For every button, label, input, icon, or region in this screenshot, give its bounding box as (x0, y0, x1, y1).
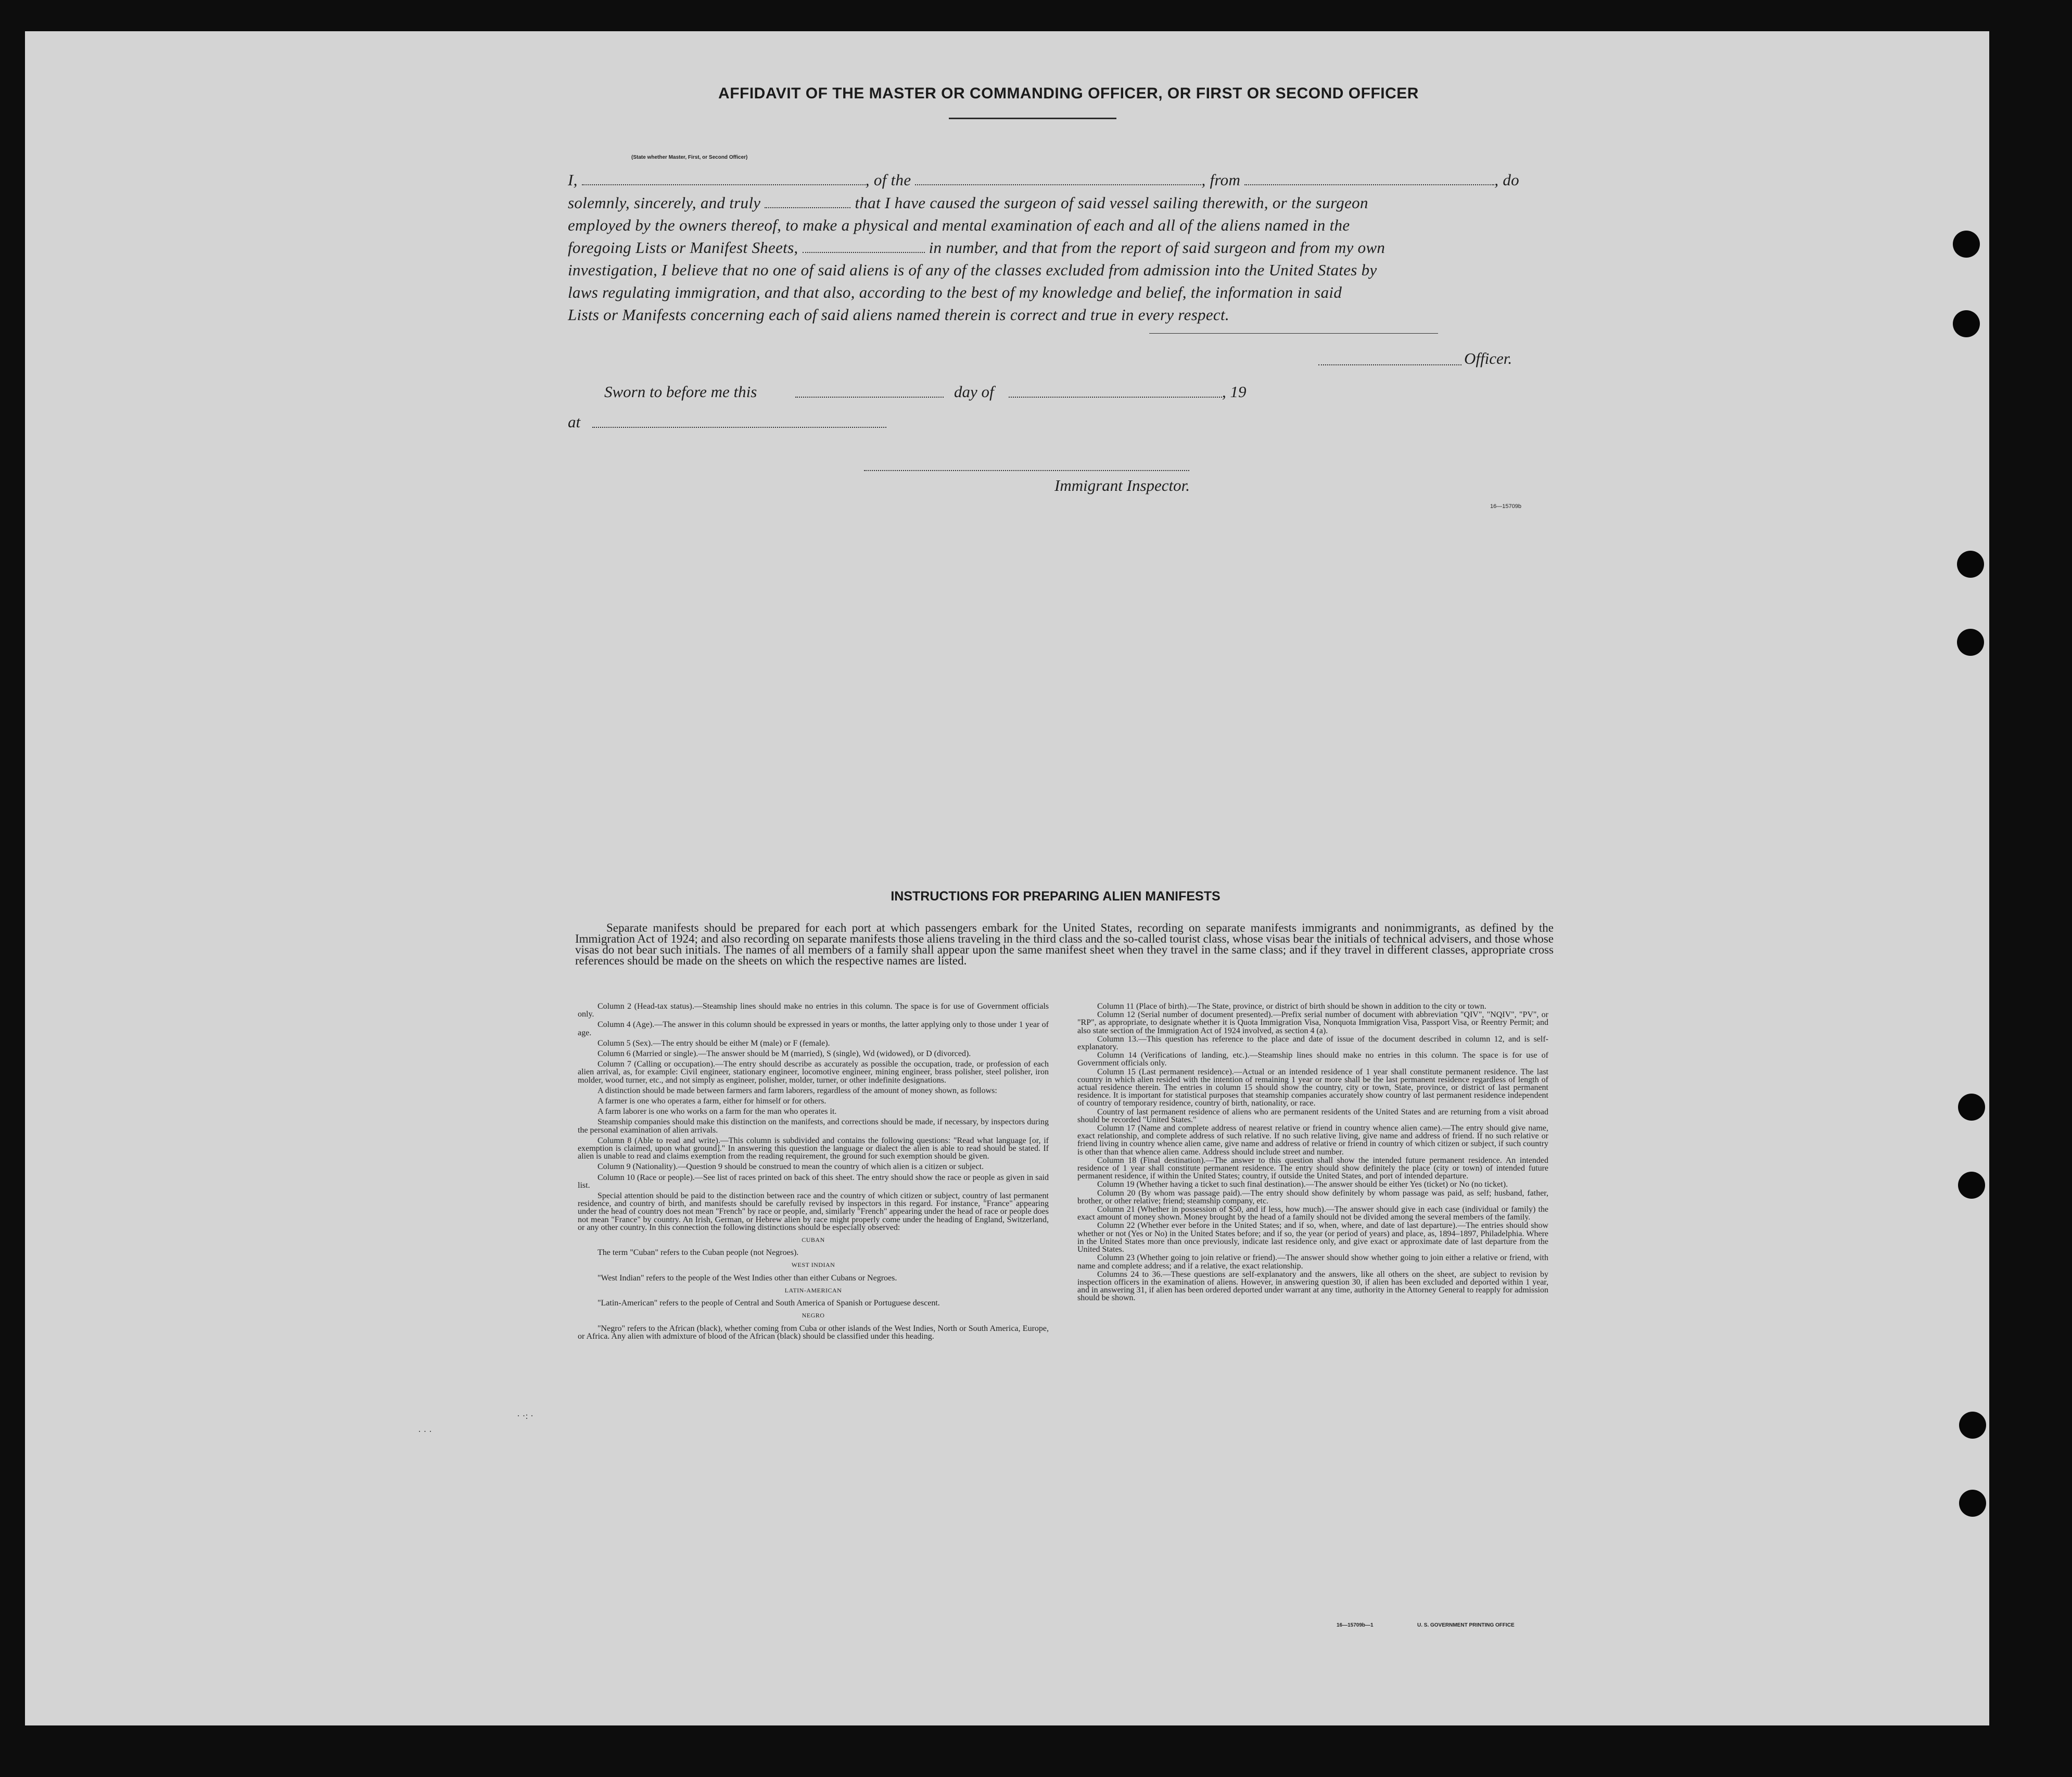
state-whether-note: (State whether Master, First, or Second Officer) (631, 155, 748, 160)
instruction-paragraph: Column 19 (Whether having a ticket to such final destination).—The answer should be either Yes (ticket) or No (no ticket). (1097, 1180, 1508, 1189)
affidavit-line-6: laws regulating immigration, and that also, according to the best of my knowledge and belief, the information in said (568, 283, 1342, 301)
cuban-heading: CUBAN (802, 1236, 825, 1244)
affidavit-line-2: solemnly, sincerely, and truly that I have caused the surgeon of said vessel sailing therewith, or the surgeon (568, 194, 1368, 212)
paper-speck: · ·: · (517, 1411, 533, 1421)
west-indian-heading: WEST INDIAN (791, 1261, 835, 1269)
instruction-paragraph: Column 20 (By whom was passage paid).—The entry should show definitely by whom passage was paid, as self; husband, father, brother, or other relative; friend; steamship company, etc. (1077, 1188, 1548, 1205)
instruction-paragraph: Column 15 (Last permanent residence).—Actual or an intended residence of 1 year shall constitute permanent residence. The last country in which alien resided with the intention of remaining 1 year or more shall be the last permanent residence regardless of length of actual residence therein. The entries in column 15 should show the country, city or town, State, province, or district of last permanent residence. It is important for statistical purposes that steamship companies accurately show country of last permanent residence independent of country of temporary residence, country of birth, nationality, or race. (1077, 1067, 1548, 1108)
affidavit-line-3: employed by the owners thereof, to make a physical and mental examination of each and all of the aliens named in the (568, 216, 1350, 234)
sheet-count-blank[interactable] (803, 240, 925, 253)
binder-hole (1958, 1172, 1985, 1199)
instruction-paragraph: Column 13.—This question has reference to the place and date of issue of the document described in column 12, and is self-explanatory. (1077, 1034, 1548, 1052)
vessel-name-blank[interactable] (915, 173, 1201, 185)
instruction-paragraph: Column 21 (Whether in possession of $50, and if less, how much).—The answer should give in each case (individual or family) the exact amount of money shown. Money brought by the head of a family should not be divided among the several members of the family. (1077, 1205, 1548, 1222)
affidavit-title: AFFIDAVIT OF THE MASTER OR COMMANDING OFFICER, OR FIRST OR SECOND OFFICER (718, 85, 1419, 102)
cuban-definition: The term "Cuban" refers to the Cuban people (not Negroes). (598, 1248, 799, 1258)
instruction-paragraph: Column 5 (Sex).—The entry should be either M (male) or F (female). (598, 1038, 830, 1048)
instruction-paragraph: A distinction should be made between farmers and farm laborers, regardless of the amount of money shown, as follows: (598, 1086, 997, 1095)
negro-definition: "Negro" refers to the African (black), whether coming from Cuba or other islands of the West Indies, North or South America, Europe, or Africa. Any alien with admixture of blood of the African (black) should be classified under this heading. (578, 1324, 1049, 1341)
sworn-day-blank[interactable] (795, 397, 944, 398)
sworn-month-blank[interactable] (1009, 397, 1222, 398)
inspector-signature-line[interactable] (864, 470, 1189, 471)
negro-heading: NEGRO (802, 1312, 825, 1319)
sworn-label: Sworn to before me this (604, 383, 757, 401)
instructions-left-column (578, 1002, 1049, 1343)
footer-form-number: 16—15709b—1 (1337, 1622, 1374, 1628)
officer-name-blank[interactable] (1318, 364, 1461, 365)
binder-hole (1958, 1094, 1985, 1121)
binder-hole (1957, 551, 1984, 578)
form-number: 16—15709b (1490, 503, 1521, 510)
officer-label: Officer. (1464, 349, 1512, 367)
binder-hole (1959, 1490, 1986, 1517)
instruction-paragraph: Column 23 (Whether going to join relative or friend).—The answer should show whether going to join either a relative or friend, with name and complete address; and if a relative, the exact relationship. (1077, 1253, 1548, 1271)
latin-american-definition: "Latin-American" refers to the people of Central and South America of Spanish or Portuguese descent. (598, 1299, 940, 1308)
officer-signature-line[interactable] (1149, 333, 1438, 334)
paper-speck: · · · (418, 1426, 432, 1437)
instruction-paragraph: Column 6 (Married or single).—The answer should be M (married), S (single), Wd (widowed), or D (divorced). (598, 1049, 971, 1059)
affidavit-line-1: I, , of the , from , do (568, 171, 1519, 189)
footer-printing-office: U. S. GOVERNMENT PRINTING OFFICE (1417, 1622, 1515, 1628)
binder-hole (1957, 629, 1984, 656)
at-label: at (568, 413, 581, 431)
swear-blank[interactable] (765, 196, 850, 208)
latin-american-heading: LATIN-AMERICAN (784, 1286, 842, 1294)
binder-hole (1953, 310, 1980, 337)
instruction-paragraph: Column 8 (Able to read and write).—This column is subdivided and contains the following questions: "Read what language [or, if exemption is claimed, upon what ground]." In answering this question the language or dialect the alien is able to read should be stated. If alien is unable to read and claims exemption from the reading requirement, the ground for such exemption should be given. (578, 1136, 1049, 1161)
instructions-title: INSTRUCTIONS FOR PREPARING ALIEN MANIFESTS (891, 889, 1221, 904)
instruction-paragraph: Column 2 (Head-tax status).—Steamship lines should make no entries in this column. The space is for use of Government officials only. (578, 1002, 1049, 1019)
west-indian-definition: "West Indian" refers to the people of the West Indies other than either Cubans or Negroes. (598, 1273, 897, 1283)
inspector-label: Immigrant Inspector. (1054, 476, 1190, 494)
year-label: , 19 (1222, 383, 1247, 401)
affidavit-line-7: Lists or Manifests concerning each of said aliens named therein is correct and true in every respect. (568, 306, 1229, 324)
affidavit-line-5: investigation, I believe that no one of said aliens is of any of the classes excluded from admission into the United States by (568, 261, 1377, 279)
instruction-paragraph: Column 7 (Calling or occupation).—The entry should describe as accurately as possible the occupation, trade, or profession of each alien arrival, as, for example: Civil engineer, stationary engineer, locomotive engineer, mining engineer, brass polisher, steel polisher, iron molder, wood turner, etc., and not simply as engineer, polisher, molder, turner, or other indefinite designations. (578, 1060, 1049, 1085)
officer-rank-blank[interactable] (582, 173, 866, 185)
sworn-place-blank[interactable] (592, 427, 886, 428)
instruction-paragraph: Country of last permanent residence of aliens who are permanent residents of the United States and are returning from a visit abroad should be recorded "United States." (1077, 1107, 1548, 1124)
title-rule (949, 118, 1116, 119)
binder-hole (1959, 1412, 1986, 1439)
instruction-paragraph: Special attention should be paid to the distinction between race and the country of which citizen or subject, country of last permanent residence, and country of birth, and manifests should be carefully revised by inspectors in this regard. For instance, "France" appearing under the head of country does not mean "French" by race or people, and, similarly "French" appearing under the head of race or people does not mean "France" by country. An Irish, German, or Hebrew alien by race might properly come under the heading of England, Switzerland, or any other country. In this connection the following distinctions should be especially observed: (578, 1191, 1049, 1232)
instruction-paragraph: Column 11 (Place of birth).—The State, province, or district of birth should be shown in addition to the city or town. (1097, 1002, 1486, 1011)
instructions-right-column (1077, 1002, 1548, 1303)
instructions-intro: Separate manifests should be prepared for each port at which passengers embark for the United States, recording on separate manifests immigrants and nonimmigrants, as defined by the Immigration Act of 1924; and also recording on separate manifests those aliens traveling in the third class and the so-called tourist class, whose visas bear the initials of technical advisers, and those whose visas do not bear such initials. The names of all members of a family shall appear upon the same manifest sheet when they travel in the same class; and if they travel in different classes, appropriate cross references should be made on the sheets on which the respective names are listed. (575, 921, 1554, 967)
instruction-paragraph: Column 10 (Race or people).—See list of races printed on back of this sheet. The entry should show the race or people as given in said list. (578, 1173, 1049, 1190)
instruction-paragraph: Column 4 (Age).—The answer in this column should be expressed in years or months, the latter applying only to those under 1 year of age. (578, 1020, 1049, 1037)
affidavit-line-4: foregoing Lists or Manifest Sheets, in number, and that from the report of said surgeon and from my own (568, 238, 1385, 257)
instruction-paragraph: Column 14 (Verifications of landing, etc.).—Steamship lines should make no entries in this column. The space is for use of Government officials only. (1077, 1051, 1548, 1068)
instruction-paragraph: Column 17 (Name and complete address of nearest relative or friend in country whence alien came).—The entry should give name, exact relationship, and complete address of such relative. If no such relative living, give name and address of friend. If no such relative or friend living in country whence alien came, give name and address of relative or friend in country of which citizen or subject, if such country is other than that whence alien came. Address should include street and number. (1077, 1124, 1548, 1157)
instruction-paragraph: Columns 24 to 36.—These questions are self-explanatory and the answers, like all others on the sheet, are subject to revision by inspection officers in the examination of aliens. However, in answering question 30, if alien has been excluded and deported within 1 year, and in answering 31, if alien has been ordered deported under warrant at any time, authority in the Attorney General to reapply for admission should be shown. (1077, 1270, 1548, 1303)
instruction-paragraph: Steamship companies should make this distinction on the manifests, and corrections should be made, if necessary, by inspectors during the personal examination of alien arrivals. (578, 1118, 1049, 1135)
port-blank[interactable] (1244, 173, 1494, 185)
day-of-label: day of (954, 383, 994, 401)
instruction-paragraph: Column 18 (Final destination).—The answer to this question shall show the intended future permanent residence. An intended residence of 1 year shall constitute permanent residence. The entry should show definitely the place (city or town) of intended future permanent residence, if within the United States; country, if outside the United States, and port of intended departure. (1077, 1156, 1548, 1181)
instruction-paragraph: A farmer is one who operates a farm, either for himself or for others. (598, 1097, 827, 1106)
instruction-paragraph: Column 12 (Serial number of document presented).—Prefix serial number of document with abbreviation "QIV", "NQIV", "PV", or "RP", as appropriate, to designate whether it is Quota Immigration Visa, Nonquota Immigration Visa, Passport Visa, or Reentry Permit; and also state section of the Immigration Act of 1924 involved, as section 4 (a). (1077, 1010, 1548, 1035)
manifest-sheet (25, 31, 1989, 1725)
instruction-paragraph: A farm laborer is one who works on a farm for the man who operates it. (598, 1107, 837, 1116)
instruction-paragraph: Column 9 (Nationality).—Question 9 should be construed to mean the country of which alien is a citizen or subject. (598, 1162, 984, 1172)
binder-hole (1953, 231, 1980, 258)
instruction-paragraph: Column 22 (Whether ever before in the United States; and if so, when, where, and date of last departure).—The entries should show whether or not (Yes or No) in the United States before; and if so, the year (or period of years) and place, as, 1894–1897, Philadelphia. Where in the United States more than once previously, indicate last residence only, and give exact or approximate date of last departure from the United States. (1077, 1221, 1548, 1254)
